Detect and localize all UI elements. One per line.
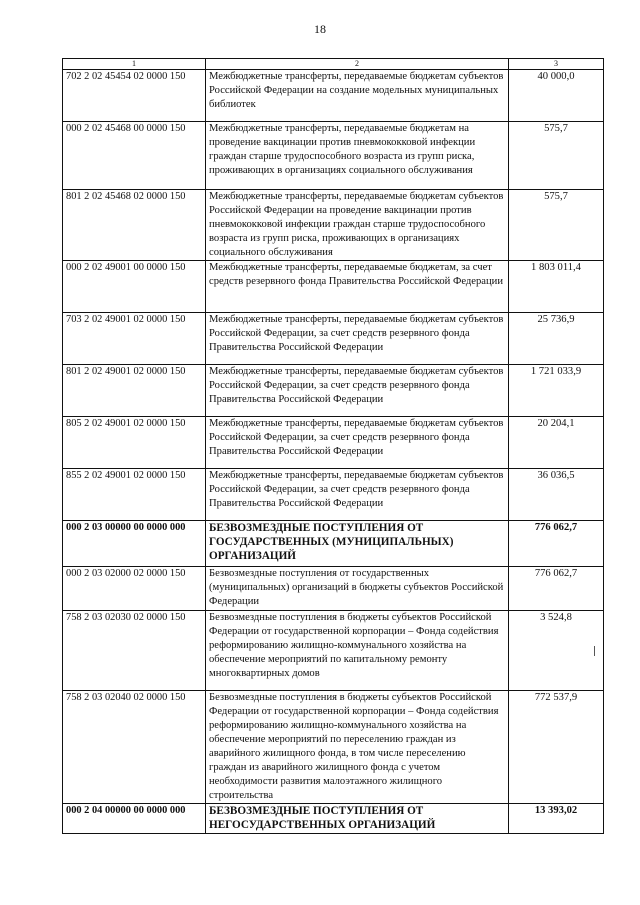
cell-description: Межбюджетные трансферты, передаваемые бюджетам субъектов Российской Федерации, за счет средств резервного фонда Правительства Российской Федерации: [206, 417, 509, 469]
cell-description: Безвозмездные поступления в бюджеты субъектов Российской Федерации от государственной корпорации – Фонда содействия реформированию жилищно-коммунального хозяйства на обеспечение мероприятий по капитальному ремонту многоквартирных домов: [206, 611, 509, 691]
cell-amount: 40 000,0: [509, 70, 604, 122]
cell-description: Межбюджетные трансферты, передаваемые бюджетам субъектов Российской Федерации на создание модельных муниципальных библиотек: [206, 70, 509, 122]
cell-description: Межбюджетные трансферты, передаваемые бюджетам на проведение вакцинации против пневмококковой инфекции граждан старше трудоспособного возраста из групп риска, проживающих в организациях социального обслуживания: [206, 122, 509, 190]
cell-description: БЕЗВОЗМЕЗДНЫЕ ПОСТУПЛЕНИЯ ОТ ГОСУДАРСТВЕННЫХ (МУНИЦИПАЛЬНЫХ) ОРГАНИЗАЦИЙ: [206, 521, 509, 567]
column-header-code: 1: [63, 59, 206, 70]
cell-description: Безвозмездные поступления от государственных (муниципальных) организаций в бюджеты субъектов Российской Федерации: [206, 567, 509, 611]
cell-budget-code: 758 2 03 02040 02 0000 150: [63, 691, 206, 804]
cell-description: БЕЗВОЗМЕЗДНЫЕ ПОСТУПЛЕНИЯ ОТ НЕГОСУДАРСТВЕННЫХ ОРГАНИЗАЦИЙ: [206, 804, 509, 834]
cell-budget-code: 758 2 03 02030 02 0000 150: [63, 611, 206, 691]
table-row: [63, 521, 604, 567]
cell-description: Межбюджетные трансферты, передаваемые бюджетам субъектов Российской Федерации, за счет средств резервного фонда Правительства Российской Федерации: [206, 313, 509, 365]
cell-budget-code: 000 2 02 45468 00 0000 150: [63, 122, 206, 190]
table-row: [63, 469, 604, 521]
table-row: [63, 804, 604, 834]
table-row: [63, 70, 604, 122]
cell-budget-code: 801 2 02 49001 02 0000 150: [63, 365, 206, 417]
table-row: [63, 691, 604, 804]
cell-amount: 575,7: [509, 122, 604, 190]
cell-amount: 3 524,8: [509, 611, 604, 691]
cell-budget-code: 703 2 02 49001 02 0000 150: [63, 313, 206, 365]
cell-description: Межбюджетные трансферты, передаваемые бюджетам субъектов Российской Федерации, за счет средств резервного фонда Правительства Российской Федерации: [206, 365, 509, 417]
table-header-row: [63, 59, 604, 70]
cell-description: Безвозмездные поступления в бюджеты субъектов Российской Федерации от государственной корпорации – Фонда содействия реформированию жилищно-коммунального хозяйства на обеспечение мероприятий по переселению граждан из аварийного жилищного фонда, в том числе переселению граждан из аварийного жилищного фонда с учетом необходимости развития малоэтажного жилищного строительства: [206, 691, 509, 804]
cell-description: Межбюджетные трансферты, передаваемые бюджетам, за счет средств резервного фонда Правительства Российской Федерации: [206, 261, 509, 313]
table-row: [63, 417, 604, 469]
cell-amount: 776 062,7: [509, 567, 604, 611]
table-row: [63, 567, 604, 611]
cell-budget-code: 855 2 02 49001 02 0000 150: [63, 469, 206, 521]
cell-description: Межбюджетные трансферты, передаваемые бюджетам субъектов Российской Федерации, за счет средств резервного фонда Правительства Российской Федерации: [206, 469, 509, 521]
cell-description: Межбюджетные трансферты, передаваемые бюджетам субъектов Российской Федерации на проведение вакцинации против пневмококковой инфекции граждан старше трудоспособного возраста из групп риска, проживающих в организациях социального обслуживания: [206, 190, 509, 261]
column-header-amount: 3: [509, 59, 604, 70]
cell-amount: 1 803 011,4: [509, 261, 604, 313]
cell-amount: 776 062,7: [509, 521, 604, 567]
cell-amount: 25 736,9: [509, 313, 604, 365]
cell-budget-code: 000 2 02 49001 00 0000 150: [63, 261, 206, 313]
table-row: [63, 122, 604, 190]
cell-amount: 20 204,1: [509, 417, 604, 469]
cell-amount: 772 537,9: [509, 691, 604, 804]
cell-budget-code: 000 2 04 00000 00 0000 000: [63, 804, 206, 834]
cell-budget-code: 702 2 02 45454 02 0000 150: [63, 70, 206, 122]
table-row: [63, 611, 604, 691]
column-header-description: 2: [206, 59, 509, 70]
table-row: [63, 190, 604, 261]
cell-budget-code: 801 2 02 45468 02 0000 150: [63, 190, 206, 261]
table-row: [63, 365, 604, 417]
budget-table: [62, 58, 604, 834]
cell-amount: 36 036,5: [509, 469, 604, 521]
cell-budget-code: 000 2 03 00000 00 0000 000: [63, 521, 206, 567]
cell-amount: 575,7: [509, 190, 604, 261]
scan-mark: [594, 646, 595, 656]
table-row: [63, 261, 604, 313]
page-number: 18: [314, 22, 326, 36]
cell-amount: 13 393,02: [509, 804, 604, 834]
cell-amount: 1 721 033,9: [509, 365, 604, 417]
cell-budget-code: 000 2 03 02000 02 0000 150: [63, 567, 206, 611]
table-row: [63, 313, 604, 365]
cell-budget-code: 805 2 02 49001 02 0000 150: [63, 417, 206, 469]
